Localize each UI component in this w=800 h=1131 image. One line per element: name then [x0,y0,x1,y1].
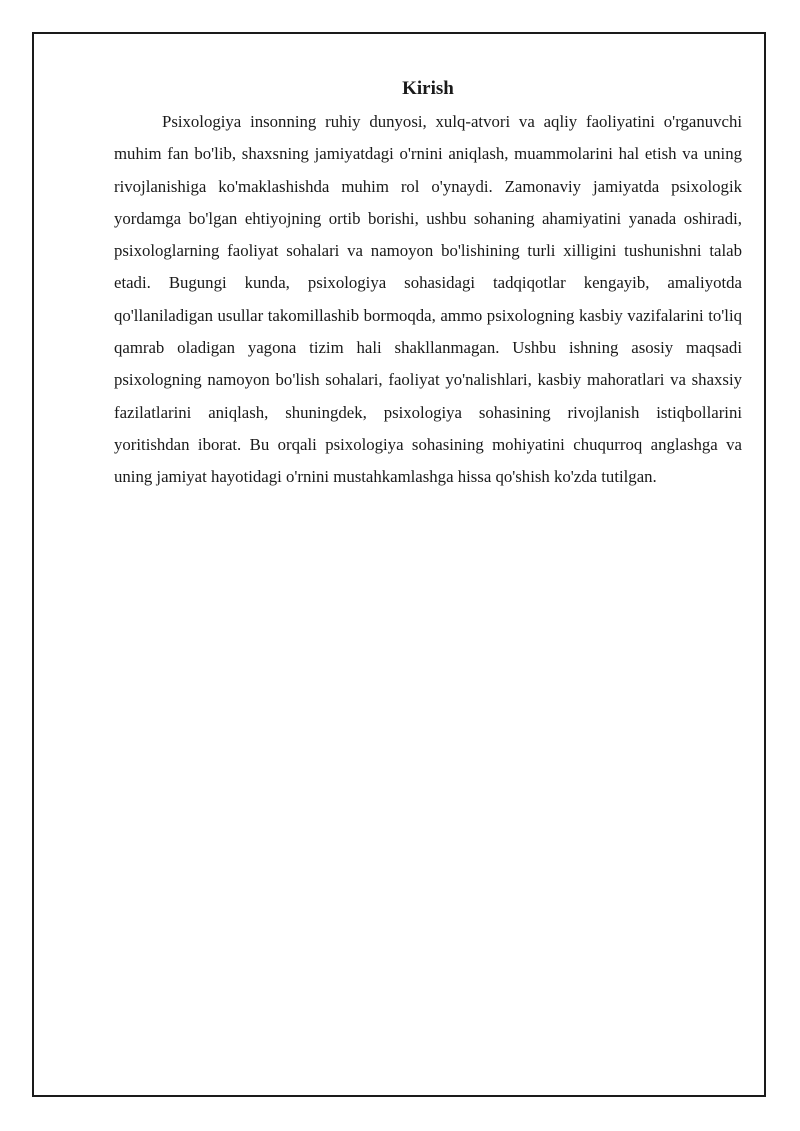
intro-paragraph: Psixologiya insonning ruhiy dunyosi, xulq-atvori va aqliy faoliyatini o'rganuvchi muhim fan bo'lib, shaxsning jamiyatdagi o'rnini aniqlash, muammolarini hal etish va uning rivojlanishiga ko'maklashishda muhim rol o'ynaydi. Zamonaviy jamiyatda psixologik yordamga bo'lgan ehtiyojning ortib borishi, ushbu sohaning ahamiyatini yanada oshiradi, psixologlarning faoliyat sohalari va namoyon bo'lishining turli xilligini tushunishni talab etadi. Bugungi kunda, psixologiya sohasidagi tadqiqotlar kengayib, amaliyotda qo'llaniladigan usullar takomillashib bormoqda, ammo psixologning kasbiy vazifalarini to'liq qamrab oladigan yagona tizim hali shakllanmagan. Ushbu ishning asosiy maqsadi psixologning namoyon bo'lish sohalari, faoliyat yo'nalishlari, kasbiy mahoratlari va shaxsiy fazilatlarini aniqlash, shuningdek, psixologiya sohasining rivojlanish istiqbollarini yoritishdan iborat. Bu orqali psixologiya sohasining mohiyatini chuqurroq anglashga va uning jamiyat hayotidagi o'rnini mustahkamlashga hissa qo'shish ko'zda tutilgan. [114,112,742,487]
section-title: Kirish [402,78,454,99]
document-body [114,74,742,494]
